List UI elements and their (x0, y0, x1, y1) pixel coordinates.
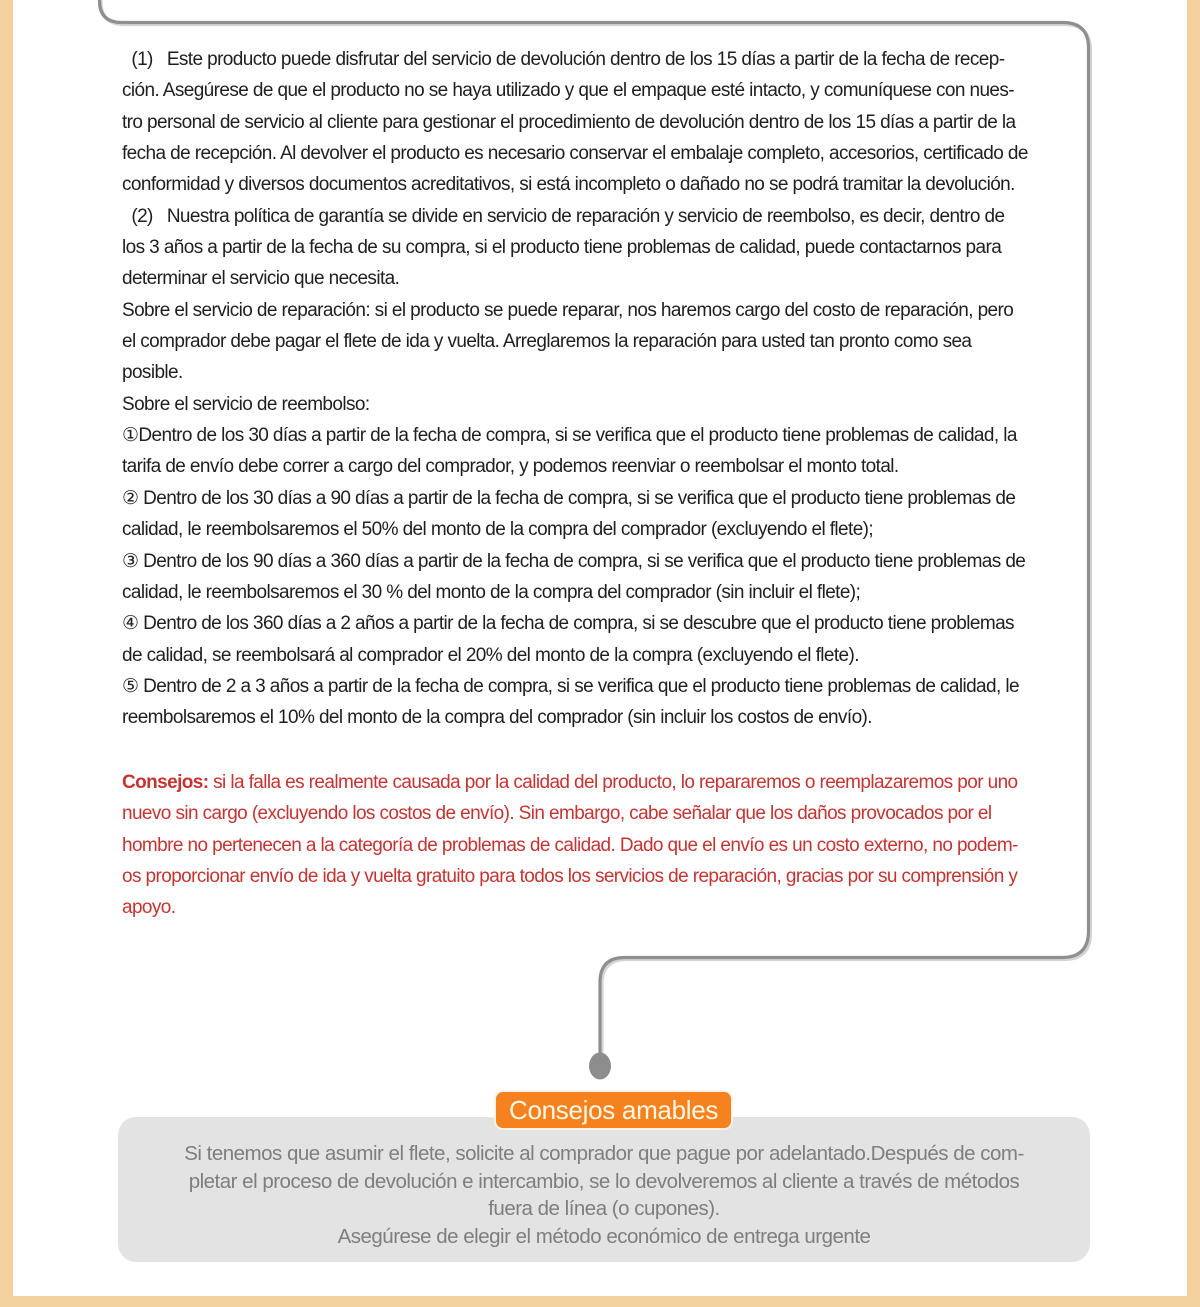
policy-line: (1) Este producto puede disfrutar del servicio de devolución dentro de los 15 días a partir de la fecha de recep- (122, 49, 1005, 70)
tips-line: os proporcionar envío de ida y vuelta gratuito para todos los servicios de reparación, gracias por su comprensión y (122, 866, 1018, 888)
tips-line: nuevo sin cargo (excluyendo los costos de envío). Sin embargo, cabe señalar que los daños provocados por el (122, 803, 992, 825)
policy-line: de calidad, se reembolsará al comprador el 20% del monto de la compra (excluyendo el flete). (122, 644, 859, 666)
tips-paragraph (122, 767, 1072, 924)
policy-line: (2) Nuestra política de garantía se divide en servicio de reparación y servicio de reembolso, es decir, dentro de (122, 205, 1005, 227)
policy-line: calidad, le reembolsaremos el 50% del monto de la compra del comprador (excluyendo el flete); (122, 519, 874, 541)
policy-line: ② Dentro de los 30 días a 90 días a partir de la fecha de compra, si se verifica que el producto tiene problemas de (122, 487, 1016, 509)
policy-line: calidad, le reembolsaremos el 30 % del monto de la compra del comprador (sin incluir el flete); (122, 581, 861, 603)
tips-line: apoyo. (122, 897, 176, 919)
tips-line: hombre no pertenecen a la categoría de problemas de calidad. Dado que el envío es un costo externo, no podem- (122, 834, 1018, 856)
friendly-tips-line: fuera de línea (o cupones). (488, 1197, 720, 1220)
policy-line: posible. (122, 362, 183, 384)
policy-line: ⑤ Dentro de 2 a 3 años a partir de la fecha de compra, si se verifica que el producto tiene problemas de calidad, le (122, 675, 1019, 697)
policy-line: ción. Asegúrese de que el producto no se haya utilizado y que el empaque esté intacto, y comuníquese con nues- (122, 80, 1015, 102)
policy-line: el comprador debe pagar el flete de ida y vuelta. Arreglaremos la reparación para usted tan pronto como sea (122, 331, 972, 353)
policy-line: tarifa de envío debe correr a cargo del comprador, y podemos reenviar o reembolsar el monto total. (122, 456, 899, 478)
friendly-tips-box (118, 1117, 1090, 1262)
policy-line: determinar el servicio que necesita. (122, 268, 400, 290)
policy-line: ④ Dentro de los 360 días a 2 años a partir de la fecha de compra, si se descubre que el producto tiene problemas (122, 613, 1014, 635)
policy-line: fecha de recepción. Al devolver el producto es necesario conservar el embalaje completo, accesorios, certificado de (122, 143, 1028, 165)
friendly-tips-line: pletar el proceso de devolución e intercambio, se lo devolveremos al cliente a través de métodos (188, 1169, 1020, 1193)
policy-line: los 3 años a partir de la fecha de su compra, si el producto tiene problemas de calidad, puede contactarnos para (122, 237, 1002, 259)
connector-end-dot (589, 1053, 611, 1080)
tips-label: Consejos: (122, 772, 209, 793)
policy-line: Sobre el servicio de reparación: si el producto se puede reparar, nos haremos cargo del costo de reparación, pero (122, 299, 1014, 321)
friendly-tips-badge (494, 1090, 733, 1130)
policy-line: ③ Dentro de los 90 días a 360 días a partir de la fecha de compra, si se verifica que el producto tiene problemas de (122, 550, 1026, 572)
policy-line: ①Dentro de los 30 días a partir de la fecha de compra, si se verifica que el producto tiene problemas de calidad, la (122, 425, 1017, 447)
policy-card (122, 44, 1072, 734)
policy-line: tro personal de servicio al cliente para gestionar el procedimiento de devolución dentro de los 15 días a partir de la (122, 111, 1016, 133)
policy-line: conformidad y diversos documentos acreditativos, si está incompleto o dañado no se podrá tramitar la devolución. (122, 174, 1015, 196)
policy-line: reembolsaremos el 10% del monto de la compra del comprador (sin incluir los costos de envío). (122, 707, 872, 729)
tips-line (122, 767, 1072, 798)
policy-line: Sobre el servicio de reembolso: (122, 393, 370, 415)
friendly-tips-badge-label: Consejos amables (509, 1094, 719, 1125)
friendly-tips-line: Si tenemos que asumir el flete, solicite al comprador que pague por adelantado.Después de com- (184, 1142, 1024, 1165)
friendly-tips-line: Asegúrese de elegir el método económico de entrega urgente (337, 1224, 871, 1248)
tips-line-text: si la falla es realmente causada por la calidad del producto, lo repararemos o reemplazaremos por uno (208, 772, 1018, 793)
